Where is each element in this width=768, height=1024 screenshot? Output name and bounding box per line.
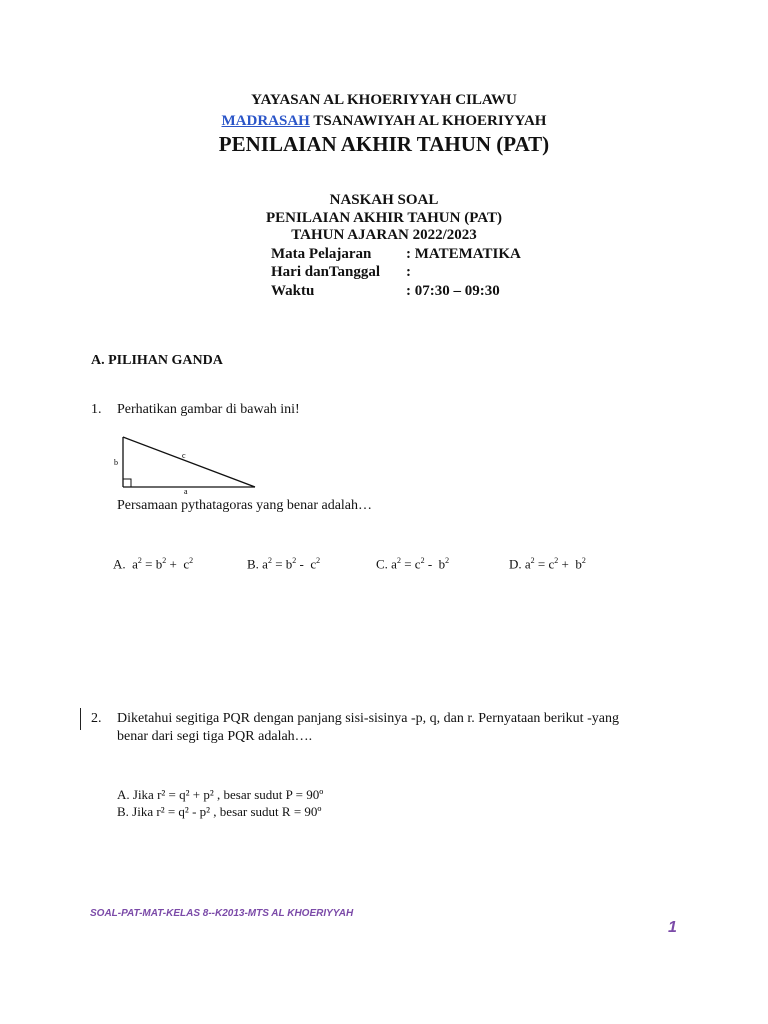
q1-option-b[interactable]: B. $a^2 = b^2 - c^2$ [247, 556, 321, 572]
info-value-subject: : MATEMATIKA [406, 246, 521, 262]
q1-option-a[interactable]: A. $a^2 = b^2 + c^2$ [113, 556, 194, 572]
info-label-time: Waktu [271, 283, 315, 299]
exam-title: PENILAIAN AKHIR TAHUN (PAT) [218, 132, 550, 156]
triangle-side-c [123, 437, 255, 487]
q2-number: 2. [91, 711, 102, 726]
foundation-name: YAYASAN AL KHOERIYYAH CILAWU [251, 92, 517, 108]
q1-text: Perhatikan gambar di bawah ini! [117, 402, 300, 417]
q2-text-line1: Diketahui segitiga PQR dengan panjang sisi-sisinya -p, q, dan r. Pernyataan berikut -yang [117, 711, 619, 726]
subheader-line2: PENILAIAN AKHIR TAHUN (PAT) [266, 210, 502, 226]
footer-text: SOAL-PAT-MAT-KELAS 8--K2013-MTS AL KHOERIYYAH [90, 908, 354, 919]
section-title: A. PILIHAN GANDA [91, 353, 223, 368]
q1-number: 1. [91, 402, 102, 417]
right-triangle-figure [110, 432, 260, 494]
triangle-label-c: c [182, 451, 186, 460]
q2-text-line2: benar dari segi tiga PQR adalah…. [117, 729, 313, 744]
info-label-subject: Mata Pelajaran [271, 246, 372, 262]
q1-prompt: Persamaan pythatagoras yang benar adalah… [117, 498, 373, 513]
triangle-label-b: b [114, 458, 118, 467]
q1-option-d[interactable]: D. $a^2 = c^2 + b^2$ [509, 556, 586, 572]
info-value-date: : [406, 264, 411, 280]
subheader-line1: NASKAH SOAL [329, 192, 439, 208]
triangle-label-a: a [184, 487, 188, 494]
school-name [0, 113, 768, 130]
q2-option-b[interactable]: B. Jika r² = q² - p² , besar sudut R = 90º [117, 804, 322, 819]
info-value-time: : 07:30 – 09:30 [406, 283, 500, 299]
q2-option-a[interactable]: A. Jika r² = q² + p² , besar sudut P = 90º [117, 787, 324, 802]
q1-option-c[interactable]: C. $a^2 = c^2 - b^2$ [376, 556, 450, 572]
madrasah-link[interactable]: MADRASAH [221, 113, 310, 129]
right-angle-mark [123, 479, 131, 487]
page-number: 1 [668, 919, 677, 936]
info-label-date: Hari danTanggal [271, 264, 381, 280]
school-name-rest: TSANAWIYAH AL KHOERIYYAH [313, 113, 547, 129]
subheader-line3: TAHUN AJARAN 2022/2023 [291, 227, 477, 243]
text-cursor [80, 708, 81, 730]
